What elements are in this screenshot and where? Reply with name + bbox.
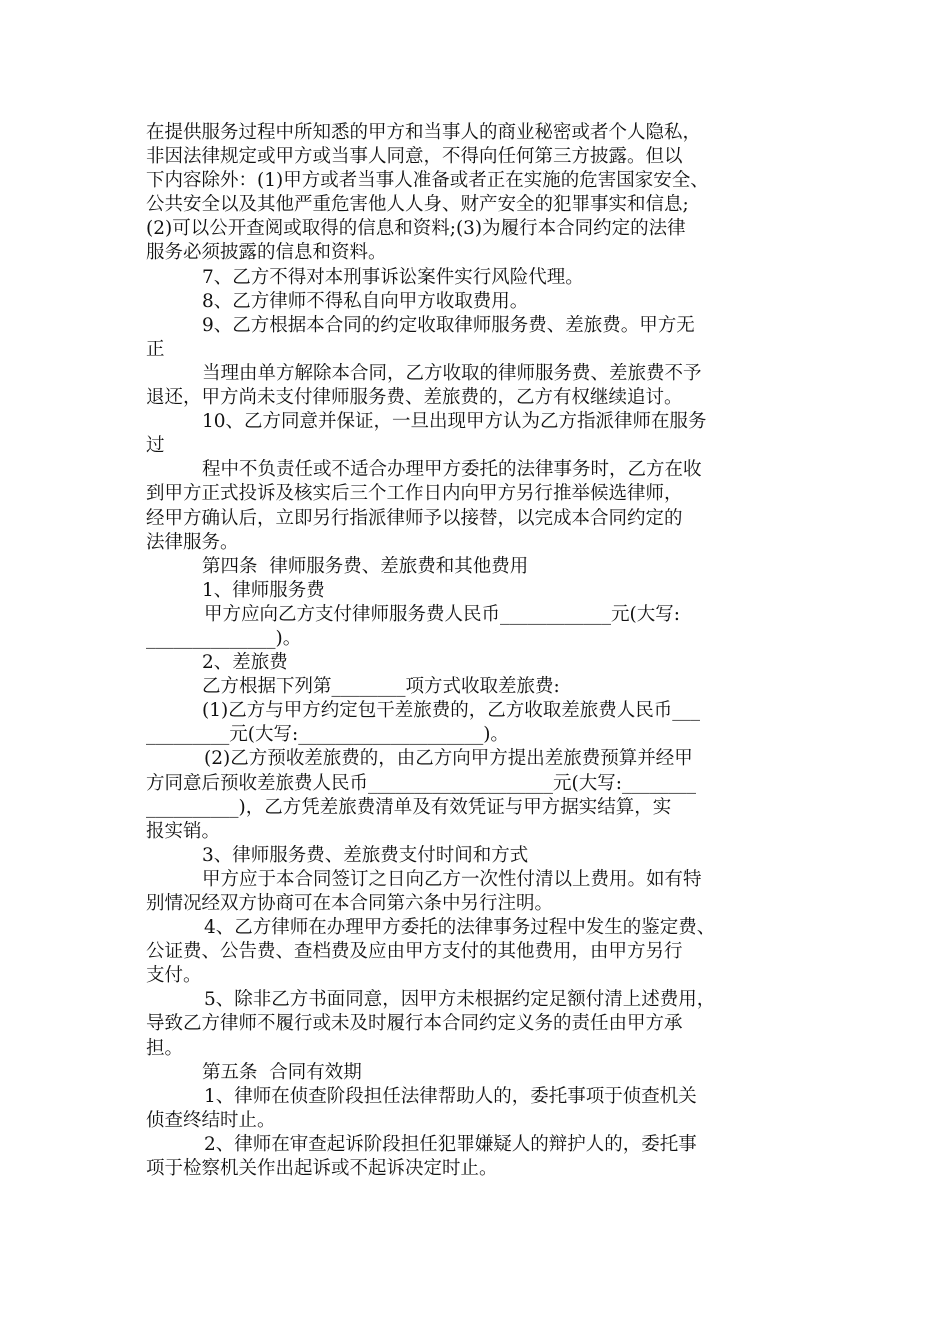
- text-line: 公证费、公告费、查档费及应由甲方支付的其他费用，由甲方另行: [146, 941, 683, 963]
- text-line: (2)乙方预收差旅费的，由乙方向甲方提出差旅费预算并经甲: [204, 748, 693, 770]
- text-line: 支付。: [146, 965, 202, 987]
- text-line: 3、律师服务费、差旅费支付时间和方式: [202, 844, 529, 866]
- text-line: 当理由单方解除本合同，乙方收取的律师服务费、差旅费不予: [202, 362, 702, 384]
- text-line: __________)，乙方凭差旅费清单及有效凭证与甲方据实结算，实: [146, 796, 672, 818]
- text-line: 方同意后预收差旅费人民币____________________元(大写:________: [146, 772, 696, 794]
- text-line: 10、乙方同意并保证，一旦出现甲方认为乙方指派律师在服务: [202, 411, 707, 433]
- text-line: 担。: [146, 1037, 184, 1059]
- text-line: 经甲方确认后，立即另行指派律师予以接替，以完成本合同约定的: [146, 507, 683, 529]
- text-line: 1、律师服务费: [202, 579, 325, 601]
- text-line: 服务必须披露的信息和资料。: [146, 242, 387, 264]
- text-line: _________元(大写:____________________)。: [146, 724, 509, 746]
- text-line: 下内容除外：(1)甲方或者当事人准备或者正在实施的危害国家安全、: [146, 170, 709, 192]
- text-line: 侦查终结时止。: [146, 1109, 276, 1131]
- text-line: 退还，甲方尚未支付律师服务费、差旅费的，乙方有权继续追讨。: [146, 387, 683, 409]
- text-line: 导致乙方律师不履行或未及时履行本合同约定义务的责任由甲方承: [146, 1013, 683, 1035]
- text-line: 甲方应向乙方支付律师服务费人民币____________元(大写:: [204, 603, 680, 625]
- text-line: ______________)。: [146, 627, 302, 649]
- text-line: 过: [146, 435, 165, 457]
- text-line: 2、律师在审查起诉阶段担任犯罪嫌疑人的辩护人的，委托事: [204, 1133, 697, 1155]
- text-line: 5、除非乙方书面同意，因甲方未根据约定足额付清上述费用，: [204, 989, 716, 1011]
- text-line: 2、差旅费: [202, 652, 288, 674]
- text-line: 程中不负责任或不适合办理甲方委托的法律事务时，乙方在收: [202, 459, 702, 481]
- text-line: 公共安全以及其他严重危害他人人身、财产安全的犯罪事实和信息;: [146, 194, 689, 216]
- text-line: (2)可以公开查阅或取得的信息和资料;(3)为履行本合同约定的法律: [146, 218, 686, 240]
- document-body: [146, 121, 810, 1181]
- text-line: 9、乙方根据本合同的约定收取律师服务费、差旅费。甲方无: [202, 314, 695, 336]
- text-line: 到甲方正式投诉及核实后三个工作日内向甲方另行推举候选律师，: [146, 483, 683, 505]
- text-line: 4、乙方律师在办理甲方委托的法律事务过程中发生的鉴定费、: [204, 917, 716, 939]
- text-line: 项于检察机关作出起诉或不起诉决定时止。: [146, 1158, 498, 1180]
- text-line: 甲方应于本合同签订之日向乙方一次性付清以上费用。如有特: [202, 868, 702, 890]
- text-line: 法律服务。: [146, 531, 239, 553]
- text-line: 7、乙方不得对本刑事诉讼案件实行风险代理。: [202, 266, 584, 288]
- text-line: 乙方根据下列第________项方式收取差旅费:: [202, 676, 560, 698]
- text-line: 报实销。: [146, 820, 221, 842]
- text-line: (1)乙方与甲方约定包干差旅费的，乙方收取差旅费人民币___: [202, 700, 700, 722]
- text-line: 在提供服务过程中所知悉的甲方和当事人的商业秘密或者个人隐私，: [146, 122, 702, 143]
- text-line: 别情况经双方协商可在本合同第六条中另行注明。: [146, 893, 554, 914]
- text-line: 8、乙方律师不得私自向甲方收取费用。: [202, 290, 529, 312]
- text-line: 正: [146, 338, 165, 360]
- text-line: 非因法律规定或甲方或当事人同意，不得向任何第三方披露。但以: [146, 146, 683, 168]
- text-line: 第四条 律师服务费、差旅费和其他费用: [202, 555, 529, 577]
- text-line: 1、律师在侦查阶段担任法律帮助人的，委托事项于侦查机关: [204, 1085, 697, 1107]
- text-line: 第五条 合同有效期: [202, 1061, 362, 1083]
